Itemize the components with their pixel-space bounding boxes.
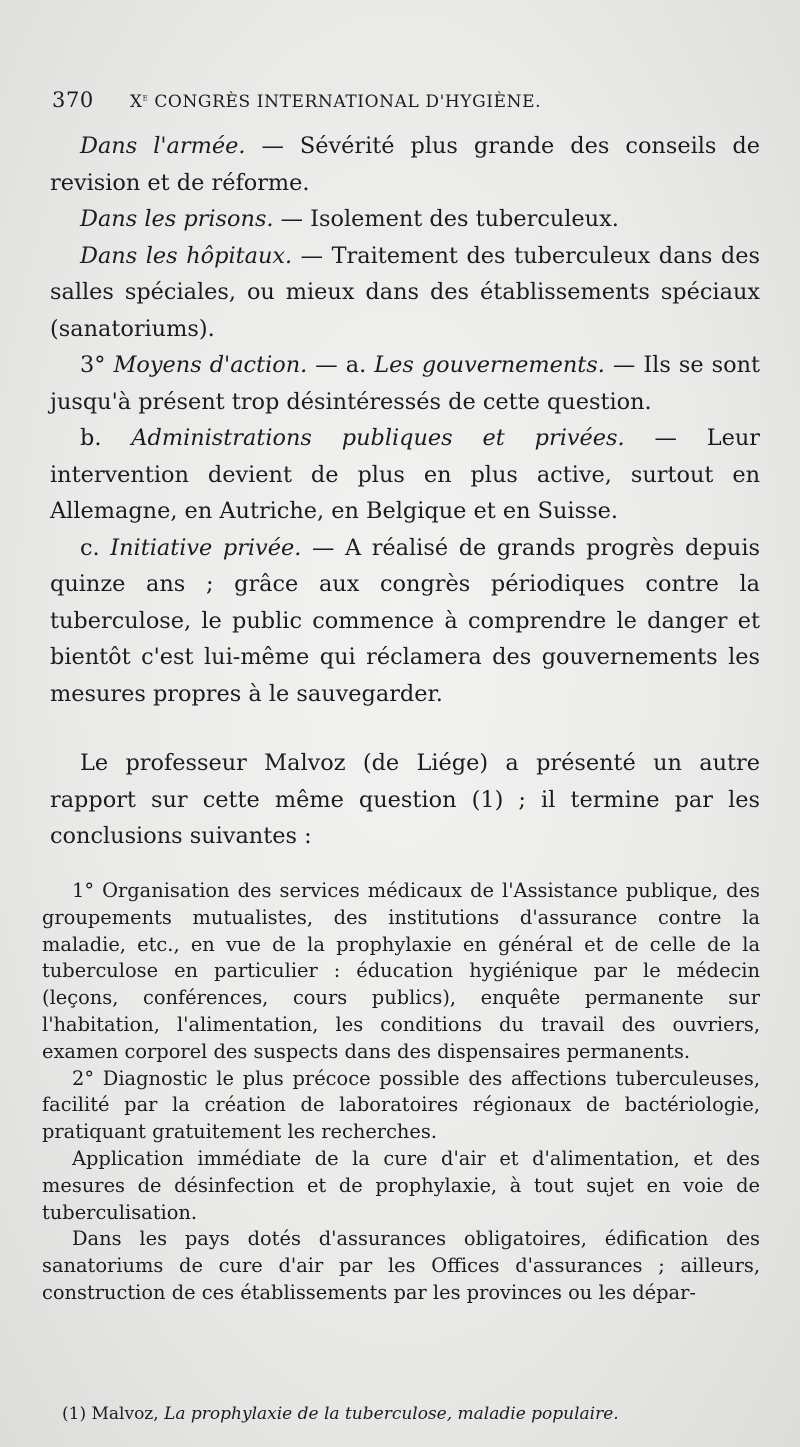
footnote xyxy=(62,1404,762,1424)
italic-heading: Administrations publiques et privées. xyxy=(131,425,625,451)
footnote-mark: (1) xyxy=(62,1404,92,1424)
paragraph-text: — Isolement des tuberculeux. xyxy=(273,206,619,232)
italic-heading: Dans les hôpitaux. xyxy=(80,242,293,269)
paragraph-text: — A réalisé de grands progrès depuis quinze ans ; grâce aux congrès périodiques contre la tuberculose, le public commence à comprendre le danger et bientôt c'est lui-même qui réclamera des gouvernements les mesures propres à le sauvegarder. xyxy=(50,534,761,707)
conclusions-block xyxy=(42,878,760,1307)
paragraph-prisons xyxy=(50,201,760,238)
paragraph-text: — Sévérité plus grande des conseils de revision et de réforme. xyxy=(50,133,760,196)
running-title xyxy=(130,92,541,112)
conclusion-1: 1° Organisation des services médicaux de l'Assistance publique, des groupements mutualistes, des institutions d'assurance contre la maladie, etc., en vue de la prophylaxie en général et de celle de la tuberculose en particulier : éducation hygiénique par le médecin (leçons, conférences, cours publics), enquête permanente sur l'habitation, l'alimentation, les conditions du travail des ouvriers, examen corporel des suspects dans des dispensaires permanents. xyxy=(42,879,760,1063)
paragraph-hopitaux xyxy=(50,238,760,348)
italic-heading: Dans les prisons. xyxy=(80,206,274,232)
title-rest: CONGRÈS INTERNATIONAL D'HYGIÈNE. xyxy=(148,92,542,112)
conclusion-application: Application immédiate de la cure d'air et d'alimentation, et des mesures de désinfection et de prophylaxie, à tout sujet en voie de tuberculisation. xyxy=(42,1146,760,1224)
section-number: 3° xyxy=(80,352,114,378)
body-text-large xyxy=(50,128,760,712)
paragraph-text: — Traitement des tuberculeux dans des salles spéciales, ou mieux dans des établissements spéciaux (sanatoriums). xyxy=(50,242,760,342)
italic-heading: Moyens d'action. xyxy=(113,352,308,378)
paragraph-malvoz-intro: Le professeur Malvoz (de Liége) a présenté un autre rapport sur cette même question (1) ; il termine par les conclusions suivantes : xyxy=(50,750,760,849)
italic-heading: Dans l'armée. xyxy=(80,133,246,159)
running-header xyxy=(52,88,760,112)
paragraph-armee xyxy=(50,128,760,201)
body-text-malvoz xyxy=(50,745,760,855)
page-number: 370 xyxy=(52,88,94,112)
conclusion-assurances: Dans les pays dotés d'assurances obligatoires, édification des sanatoriums de cure d'air par les Offices d'assurances ; ailleurs, construction de ces établissements par les provinces ou les dépar- xyxy=(42,1227,760,1304)
footnote-title: La prophylaxie de la tuberculose, maladie populaire. xyxy=(164,1404,619,1424)
footnote-author: Malvoz, xyxy=(91,1404,165,1424)
paragraph-text: — Leur intervention devient de plus en plus active, surtout en Allemagne, en Autriche, en Belgique et en Suisse. xyxy=(50,425,760,524)
paragraph-text: — Ils se sont jusqu'à présent trop désintéressés de cette question. xyxy=(50,352,760,415)
conclusion-2: 2° Diagnostic le plus précoce possible des affections tuberculeuses, facilité par la création de laboratoires régionaux de bactériologie, pratiquant gratuitement les recherches. xyxy=(42,1066,760,1144)
paragraph-initiative xyxy=(50,530,760,713)
paragraph-moyens-action xyxy=(50,347,760,420)
paragraph-text: — a. xyxy=(307,352,375,378)
paragraph-administrations xyxy=(50,420,760,530)
title-superscript: e xyxy=(142,92,149,104)
italic-heading: Les gouvernements. xyxy=(374,352,605,378)
title-prefix: X xyxy=(129,92,143,112)
item-letter: c. xyxy=(80,534,111,561)
item-letter: b. xyxy=(80,425,132,451)
italic-heading: Initiative privée. xyxy=(110,534,302,561)
